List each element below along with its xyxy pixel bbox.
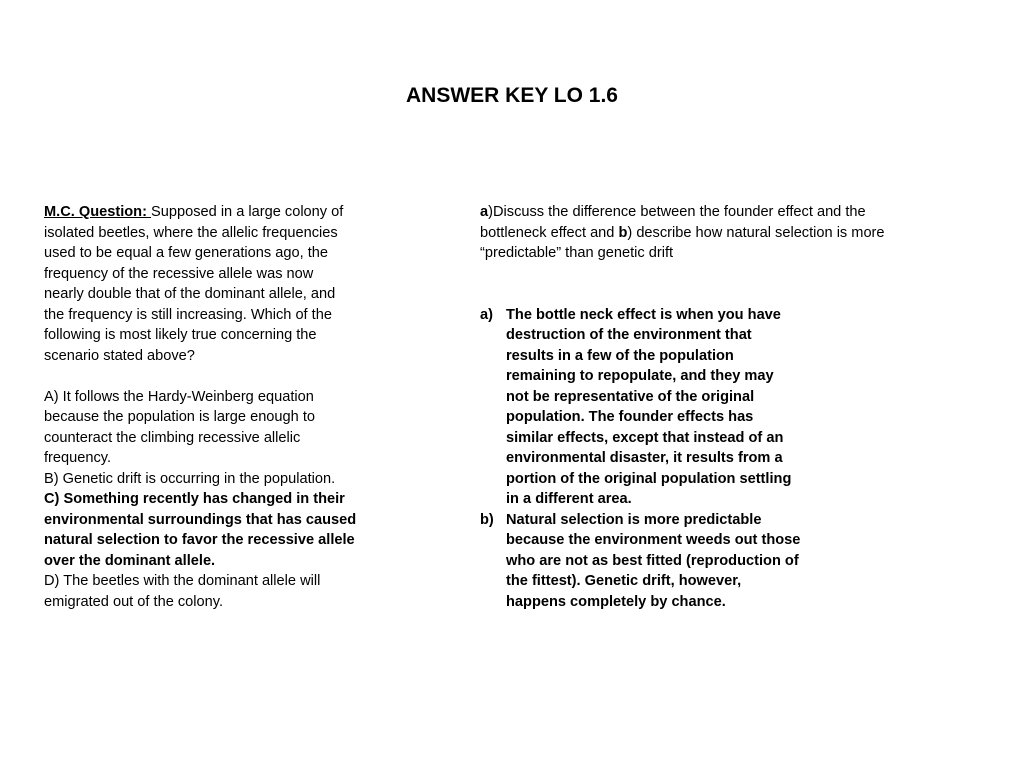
mc-question-block	[44, 202, 374, 612]
option-c-line-1: C) Something recently has changed in their	[44, 491, 345, 507]
option-b-line-1: B) Genetic drift is occurring in the population.	[44, 470, 336, 487]
answer-a	[480, 305, 930, 510]
option-a-line-3: counteract the climbing recessive allelic	[44, 429, 301, 446]
page-title: ANSWER KEY LO 1.6	[406, 84, 618, 107]
mc-question-label: M.C. Question:	[44, 204, 152, 220]
frq-block	[480, 202, 930, 612]
frq-prompt-line-3: “predictable” than genetic drift	[480, 245, 674, 261]
answer-a-marker: a)	[480, 306, 493, 323]
answer-a-line-5: not be representative of the original	[506, 388, 755, 405]
answer-b-line-4: the fittest). Genetic drift, however,	[506, 573, 742, 589]
answer-a-line-7: similar effects, except that instead of an	[506, 429, 784, 446]
option-a-line-2: because the population is large enough to	[44, 409, 316, 425]
answer-a-line-3: results in a few of the population	[506, 347, 734, 364]
option-a-line-4: frequency.	[44, 450, 112, 466]
mc-question-line-6: the frequency is still increasing. Which of the	[44, 306, 332, 323]
frq-prompt-line-1: a)Discuss the difference between the founder effect and the	[480, 204, 866, 220]
frq-prompt-line-2: bottleneck effect and b) describe how natural selection is more	[480, 224, 885, 241]
option-c-line-4: over the dominant allele.	[44, 552, 216, 569]
mc-question-line-4: frequency of the recessive allele was now	[44, 265, 314, 282]
answer-a-line-6: population. The founder effects has	[506, 409, 754, 425]
option-c-line-3: natural selection to favor the recessive allele	[44, 532, 355, 548]
option-d-line-2: emigrated out of the colony.	[44, 593, 224, 610]
answer-b-line-5: happens completely by chance.	[506, 593, 726, 610]
answer-b	[480, 510, 930, 613]
mc-question-line-8: scenario stated above?	[44, 347, 195, 364]
option-a-line-1: A) It follows the Hardy-Weinberg equation	[44, 388, 314, 405]
answer-a-line-8: environmental disaster, it results from a	[506, 450, 783, 466]
answer-b-marker: b)	[480, 511, 494, 528]
answer-b-line-2: because the environment weeds out those	[506, 532, 801, 548]
answer-a-line-9: portion of the original population settling	[506, 470, 792, 487]
mc-question-line-3: used to be equal a few generations ago, the	[44, 245, 328, 261]
option-d-line-1: D) The beetles with the dominant allele will	[44, 573, 321, 589]
answer-a-line-1: The bottle neck effect is when you have	[506, 306, 781, 323]
mc-question-line-5: nearly double that of the dominant allele, and	[44, 286, 336, 302]
mc-question-line-7: following is most likely true concerning the	[44, 327, 317, 343]
option-c-line-2: environmental surroundings that has caused	[44, 511, 357, 528]
mc-question-line-2: isolated beetles, where the allelic frequencies	[44, 224, 338, 241]
mc-question-line-1: M.C. Question: Supposed in a large colony of	[44, 204, 344, 220]
answer-b-line-1: Natural selection is more predictable	[506, 511, 762, 528]
answer-b-line-3: who are not as best fitted (reproduction of	[506, 552, 799, 569]
answer-a-line-2: destruction of the environment that	[506, 327, 752, 343]
answer-a-line-4: remaining to repopulate, and they may	[506, 368, 774, 384]
answer-a-line-10: in a different area.	[506, 491, 632, 507]
